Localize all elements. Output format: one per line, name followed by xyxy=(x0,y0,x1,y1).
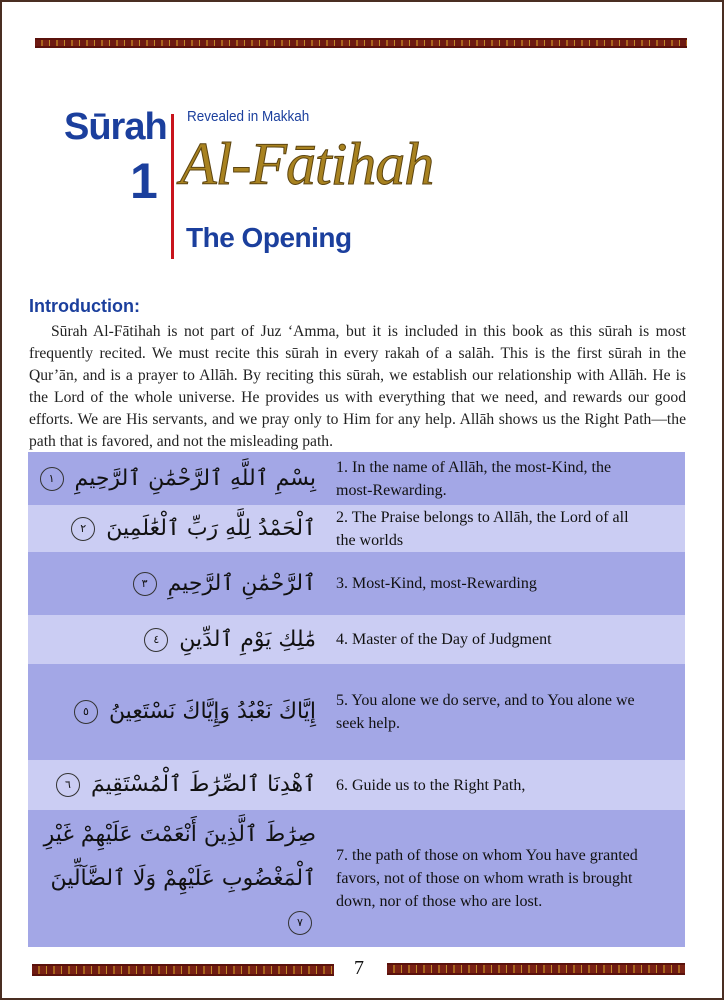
arabic-verse: صِرَٰطَ ٱلَّذِينَ أَنْعَمْتَ عَلَيْهِمْ غَيْرِ ٱلْمَغْضُوبِ عَلَيْهِمْ وَلَا ٱلضَّآلِّينَ ٧ xyxy=(28,813,320,945)
verse-translation: 4. Master of the Day of Judgment xyxy=(336,631,552,648)
verse-translation: 1. In the name of Allāh, the most-Kind, the most-Rewarding. xyxy=(336,458,612,499)
verse-row xyxy=(28,452,685,505)
surah-meaning: The Opening xyxy=(186,222,352,253)
surah-name: Al-Fātihah xyxy=(180,131,434,197)
title-divider xyxy=(171,114,174,259)
verse-translation: 6. Guide us to the Right Path, xyxy=(336,776,526,794)
verse-translation: 7. the path of those on whom You have granted favors, not of those on whom wrath is brought down, nor of those who are lost. xyxy=(336,847,638,910)
verse-table xyxy=(28,452,685,947)
verse-row xyxy=(28,664,685,760)
verse-row xyxy=(28,615,685,664)
verse-marker-icon: ١ xyxy=(40,467,64,491)
verse-marker-icon: ٥ xyxy=(74,700,98,724)
arabic-verse: ٱهْدِنَا ٱلصِّرَٰطَ ٱلْمُسْتَقِيمَ ٦ xyxy=(28,765,320,805)
footer-ornament-left xyxy=(32,964,334,976)
verse-marker-icon: ٣ xyxy=(133,572,157,596)
verse-marker-icon: ٦ xyxy=(56,773,80,797)
verse-translation: 3. Most-Kind, most-Rewarding xyxy=(336,575,537,592)
verse-marker-icon: ٤ xyxy=(144,628,168,652)
revelation-place: Revealed in Makkah xyxy=(187,108,310,125)
verse-row xyxy=(28,810,685,947)
verse-row xyxy=(28,760,685,810)
verse-translation: 2. The Praise belongs to Allāh, the Lord of all the worlds xyxy=(336,508,629,549)
verse-row xyxy=(28,505,685,552)
verse-translation: 5. You alone we do serve, and to You alone we seek help. xyxy=(336,692,635,732)
arabic-verse: إِيَّاكَ نَعْبُدُ وَإِيَّاكَ نَسْتَعِينُ ٥ xyxy=(28,692,320,732)
verse-marker-icon: ٢ xyxy=(71,517,95,541)
top-ornament-border xyxy=(35,38,687,48)
footer-ornament-right xyxy=(387,963,685,975)
arabic-verse: ٱلْحَمْدُ لِلَّهِ رَبِّ ٱلْعَٰلَمِينَ ٢ xyxy=(28,509,320,549)
page-number: 7 xyxy=(354,957,364,979)
surah-number: 1 xyxy=(130,153,158,209)
verse-marker-icon: ٧ xyxy=(288,911,312,935)
introduction-text: Sūrah Al-Fātihah is not part of Juz ‘Amma, but it is included in this book as this sūrah is most frequently recited. We must recite this sūrah in every rakah of a salāh. This is the first sūrah in the Qur’ān, and is a prayer to Allāh. By reciting this sūrah, we establish our relationship with Allāh. He is the Lord of the whole universe. He provides us with everything that we need, and rewards our good efforts. We are His servants, and we pray only to Him for any help. Allāh shows us the Right Path—the path that is favored, and not the misleading path. xyxy=(29,323,686,450)
arabic-verse: ٱلرَّحْمَٰنِ ٱلرَّحِيمِ ٣ xyxy=(28,564,320,604)
arabic-verse: مَٰلِكِ يَوْمِ ٱلدِّينِ ٤ xyxy=(28,620,320,660)
introduction-heading: Introduction: xyxy=(29,296,140,316)
surah-label: Sūrah xyxy=(64,106,167,148)
verse-row xyxy=(28,552,685,615)
arabic-verse: بِسْمِ ٱللَّهِ ٱلرَّحْمَٰنِ ٱلرَّحِيمِ ١ xyxy=(28,459,320,499)
